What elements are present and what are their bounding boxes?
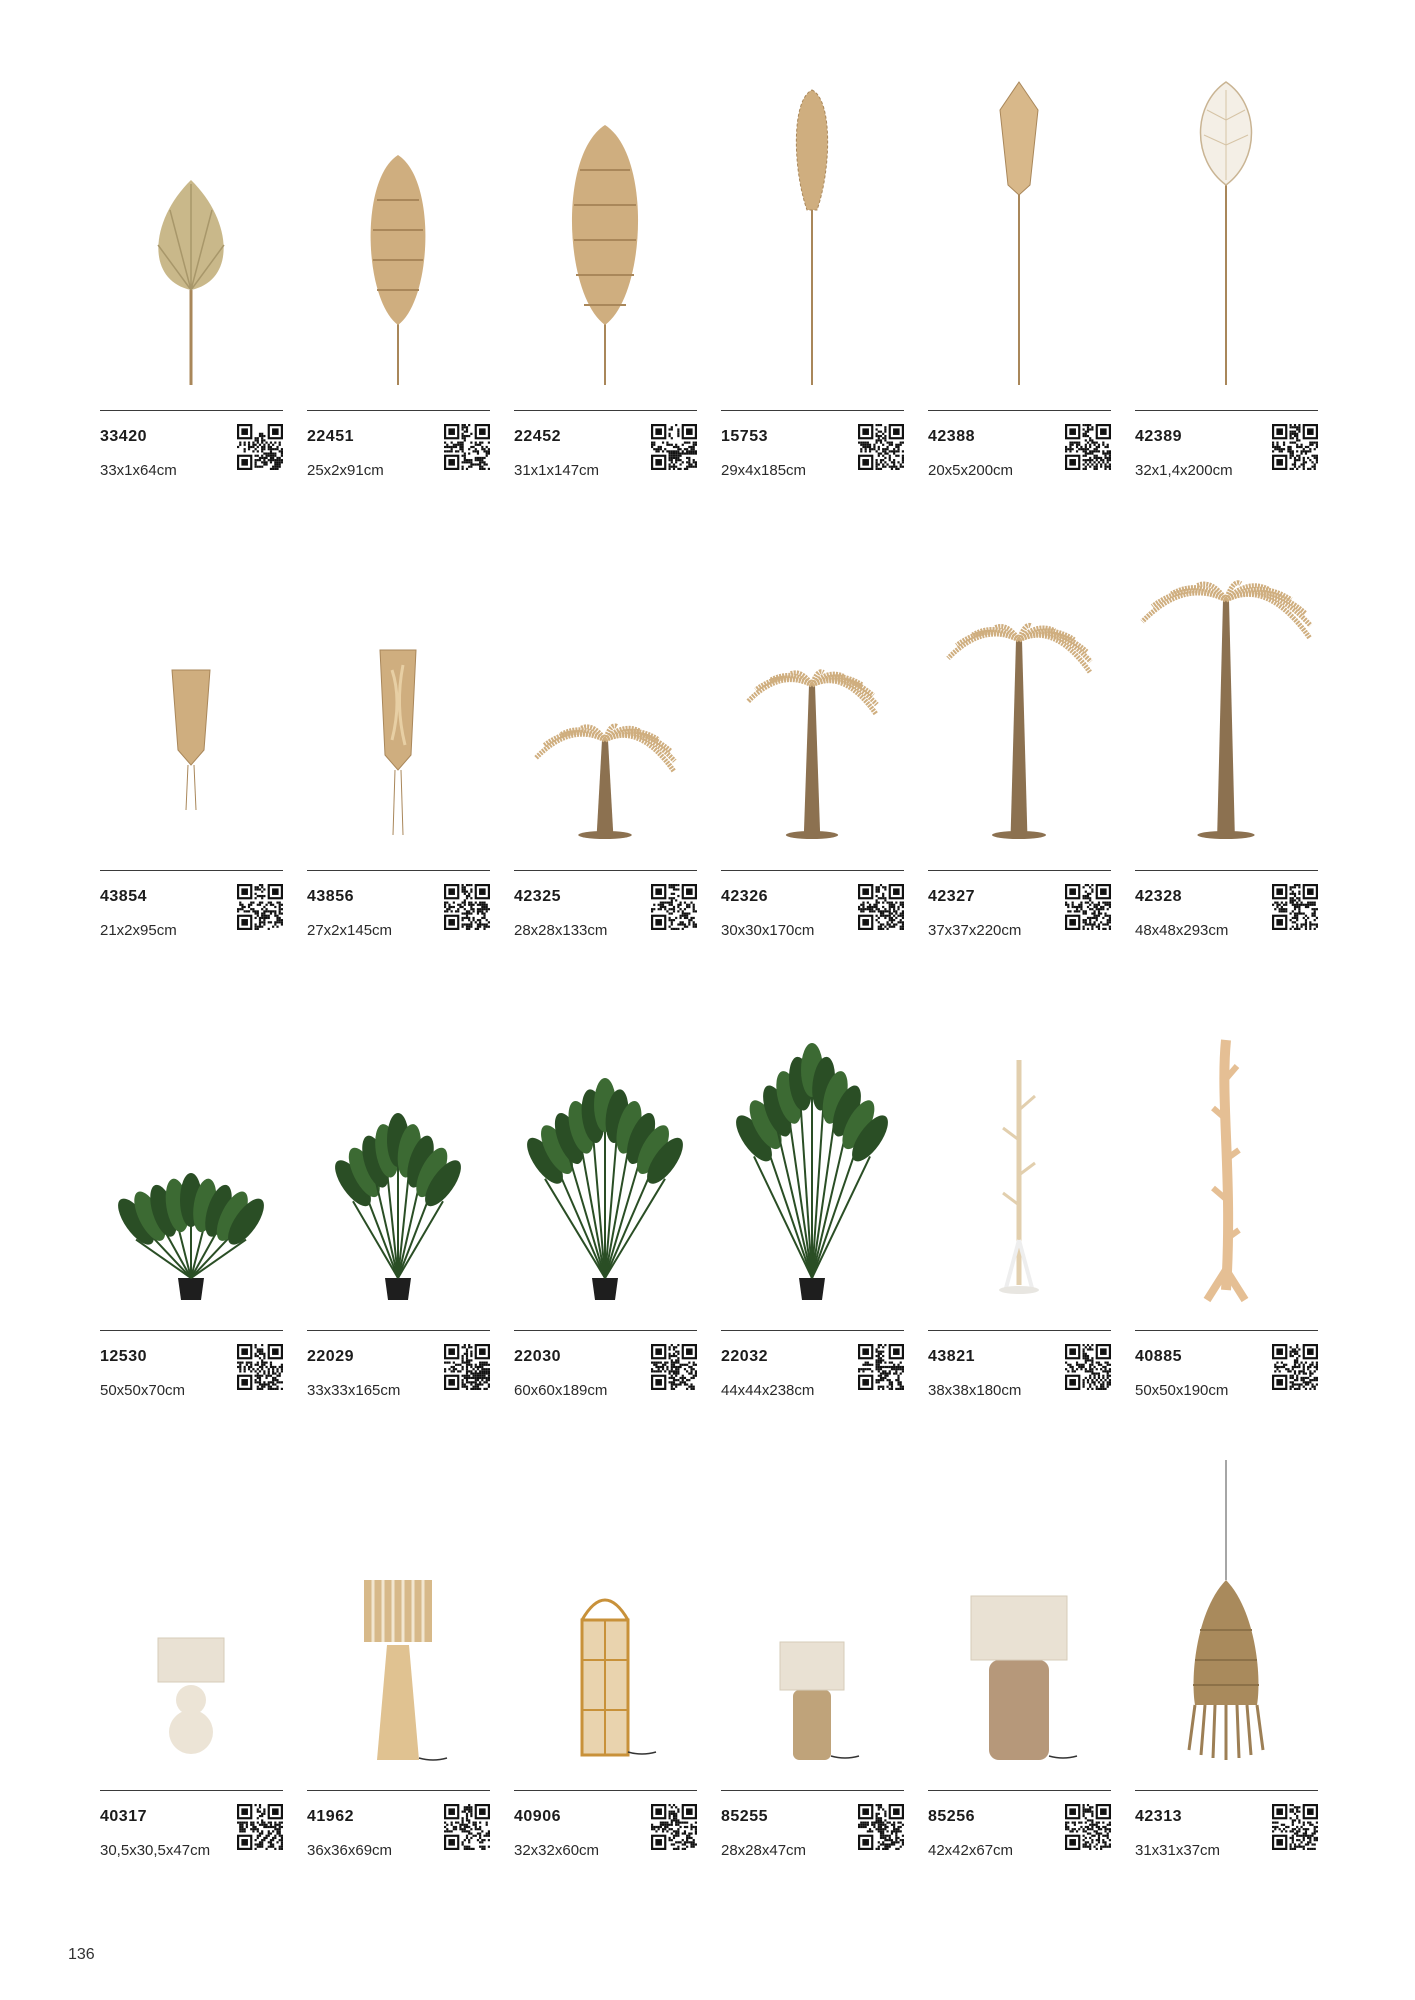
qr-code-icon[interactable] (444, 884, 490, 930)
divider (1135, 1330, 1318, 1331)
diamond-leaf-on-stick-image (928, 80, 1111, 405)
product-card (307, 1000, 490, 1430)
divider (928, 870, 1111, 871)
divider (1135, 410, 1318, 411)
divider (721, 1330, 904, 1331)
product-dimensions: 50x50x70cm (100, 1382, 186, 1399)
table-lamp-image (721, 1460, 904, 1785)
product-card (514, 1460, 697, 1890)
product-card (307, 80, 490, 510)
product-card (721, 1460, 904, 1890)
table-lamp-image (307, 1460, 490, 1785)
product-card (514, 1000, 697, 1430)
product-dimensions: 31x1x147cm (514, 462, 600, 479)
hanging-wall-decoration-image (100, 540, 283, 865)
qr-code-icon[interactable] (444, 1344, 490, 1390)
potted-plant-image (721, 1000, 904, 1325)
woven-leaf-on-stick-image (514, 80, 697, 405)
dried-palm-fan-leaf-image (100, 80, 283, 405)
product-dimensions: 20x5x200cm (928, 462, 1014, 479)
product-code: 15753 (721, 428, 768, 445)
product-code: 22030 (514, 1348, 561, 1365)
pendant-lamp-image (1135, 1460, 1318, 1785)
decorative-palm-tree-image (1135, 540, 1318, 865)
product-dimensions: 50x50x190cm (1135, 1382, 1229, 1399)
qr-code-icon[interactable] (858, 1344, 904, 1390)
product-dimensions: 28x28x133cm (514, 922, 608, 939)
product-code: 42326 (721, 888, 768, 905)
qr-code-icon[interactable] (1272, 884, 1318, 930)
product-dimensions: 38x38x180cm (928, 1382, 1022, 1399)
divider (100, 410, 283, 411)
product-card (100, 1460, 283, 1890)
branch-coat-stand-image (1135, 1000, 1318, 1325)
product-grid (100, 80, 1320, 1880)
lantern-lamp-image (514, 1460, 697, 1785)
product-code: 42328 (1135, 888, 1182, 905)
divider (307, 410, 490, 411)
qr-code-icon[interactable] (1065, 1804, 1111, 1850)
divider (514, 870, 697, 871)
product-code: 12530 (100, 1348, 147, 1365)
qr-code-icon[interactable] (1272, 1804, 1318, 1850)
divider (514, 1790, 697, 1791)
product-code: 22452 (514, 428, 561, 445)
product-dimensions: 25x2x91cm (307, 462, 384, 479)
divider (307, 1330, 490, 1331)
product-card (514, 80, 697, 510)
qr-code-icon[interactable] (237, 1344, 283, 1390)
divider (928, 1790, 1111, 1791)
product-card (307, 1460, 490, 1890)
qr-code-icon[interactable] (1065, 1344, 1111, 1390)
divider (307, 870, 490, 871)
product-code: 42327 (928, 888, 975, 905)
divider (1135, 870, 1318, 871)
decorative-palm-tree-image (721, 540, 904, 865)
product-dimensions: 37x37x220cm (928, 922, 1022, 939)
coat-rack-stand-image (928, 1000, 1111, 1325)
product-code: 40885 (1135, 1348, 1182, 1365)
divider (1135, 1790, 1318, 1791)
qr-code-icon[interactable] (651, 424, 697, 470)
qr-code-icon[interactable] (1272, 1344, 1318, 1390)
qr-code-icon[interactable] (237, 424, 283, 470)
table-lamp-image (100, 1460, 283, 1785)
divider (514, 410, 697, 411)
product-dimensions: 30,5x30,5x47cm (100, 1842, 211, 1859)
product-card (100, 1000, 283, 1430)
hanging-wall-decoration-image (307, 540, 490, 865)
product-code: 42388 (928, 428, 975, 445)
product-code: 43854 (100, 888, 147, 905)
product-dimensions: 44x44x238cm (721, 1382, 815, 1399)
product-card (928, 1460, 1111, 1890)
product-dimensions: 31x31x37cm (1135, 1842, 1221, 1859)
product-dimensions: 21x2x95cm (100, 922, 177, 939)
product-code: 33420 (100, 428, 147, 445)
table-lamp-image (928, 1460, 1111, 1785)
decorative-palm-tree-image (928, 540, 1111, 865)
qr-code-icon[interactable] (651, 1344, 697, 1390)
woven-leaf-on-stick-image (307, 80, 490, 405)
product-dimensions: 36x36x69cm (307, 1842, 393, 1859)
qr-code-icon[interactable] (444, 1804, 490, 1850)
product-dimensions: 28x28x47cm (721, 1842, 807, 1859)
product-dimensions: 33x1x64cm (100, 462, 177, 479)
product-card (721, 1000, 904, 1430)
divider (100, 870, 283, 871)
product-code: 85255 (721, 1808, 768, 1825)
product-code: 22029 (307, 1348, 354, 1365)
product-card (928, 80, 1111, 510)
product-dimensions: 29x4x185cm (721, 462, 807, 479)
divider (514, 1330, 697, 1331)
product-dimensions: 32x1,4x200cm (1135, 462, 1233, 479)
skeleton-leaf-on-stick-image (1135, 80, 1318, 405)
product-card (928, 1000, 1111, 1430)
product-card (100, 80, 283, 510)
potted-plant-image (514, 1000, 697, 1325)
qr-code-icon[interactable] (237, 1804, 283, 1850)
product-dimensions: 48x48x293cm (1135, 922, 1229, 939)
product-dimensions: 27x2x145cm (307, 922, 393, 939)
qr-code-icon[interactable] (444, 424, 490, 470)
product-card (100, 540, 283, 970)
qr-code-icon[interactable] (651, 1804, 697, 1850)
product-dimensions: 33x33x165cm (307, 1382, 401, 1399)
product-code: 40317 (100, 1808, 147, 1825)
divider (721, 870, 904, 871)
divider (928, 1330, 1111, 1331)
divider (928, 410, 1111, 411)
qr-code-icon[interactable] (858, 884, 904, 930)
product-dimensions: 30x30x170cm (721, 922, 815, 939)
product-card (928, 540, 1111, 970)
qr-code-icon[interactable] (1065, 424, 1111, 470)
qr-code-icon[interactable] (858, 1804, 904, 1850)
product-card (1135, 80, 1318, 510)
potted-plant-image (307, 1000, 490, 1325)
divider (307, 1790, 490, 1791)
divider (100, 1330, 283, 1331)
product-code: 85256 (928, 1808, 975, 1825)
product-code: 41962 (307, 1808, 354, 1825)
page-number: 136 (68, 1946, 95, 1963)
product-code: 42325 (514, 888, 561, 905)
divider (721, 410, 904, 411)
product-card (721, 80, 904, 510)
decorative-palm-tree-image (514, 540, 697, 865)
product-card (1135, 1000, 1318, 1430)
divider (721, 1790, 904, 1791)
product-code: 43821 (928, 1348, 975, 1365)
qr-code-icon[interactable] (1272, 424, 1318, 470)
qr-code-icon[interactable] (237, 884, 283, 930)
product-card (1135, 540, 1318, 970)
product-card (307, 540, 490, 970)
divider (100, 1790, 283, 1791)
product-code: 42389 (1135, 428, 1182, 445)
product-card (721, 540, 904, 970)
product-dimensions: 32x32x60cm (514, 1842, 600, 1859)
qr-code-icon[interactable] (858, 424, 904, 470)
potted-plant-image (100, 1000, 283, 1325)
product-code: 22451 (307, 428, 354, 445)
product-card (514, 540, 697, 970)
qr-code-icon[interactable] (1065, 884, 1111, 930)
pampas-plume-stem-image (721, 80, 904, 405)
product-code: 43856 (307, 888, 354, 905)
product-code: 22032 (721, 1348, 768, 1365)
product-dimensions: 60x60x189cm (514, 1382, 608, 1399)
product-code: 42313 (1135, 1808, 1182, 1825)
product-card (1135, 1460, 1318, 1890)
qr-code-icon[interactable] (651, 884, 697, 930)
product-dimensions: 42x42x67cm (928, 1842, 1014, 1859)
product-code: 40906 (514, 1808, 561, 1825)
